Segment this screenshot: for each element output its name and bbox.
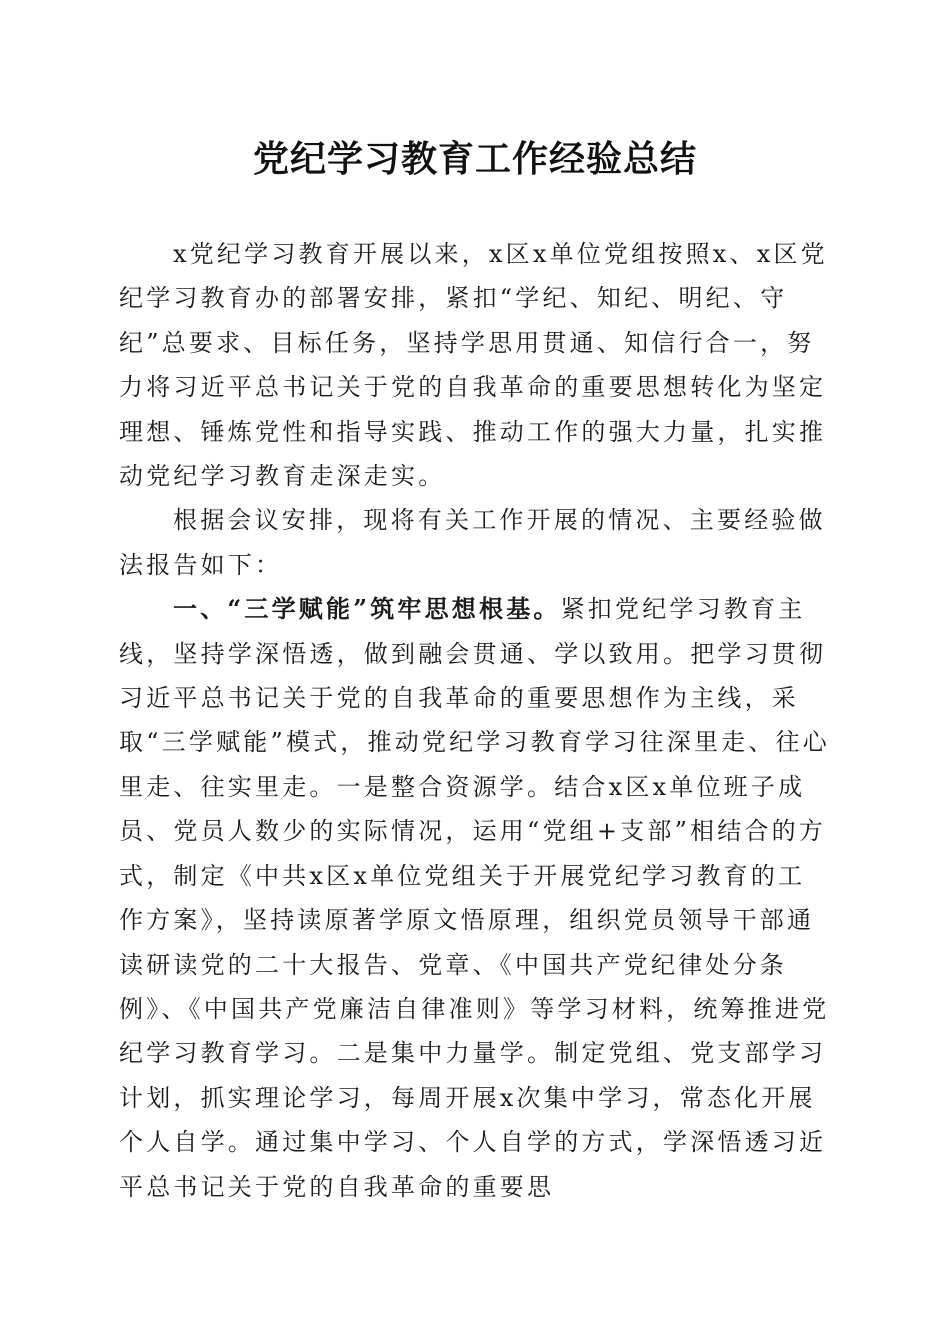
paragraph-report-text: 根据会议安排，现将有关工作开展的情况、主要经验做法报告如下： [119, 506, 826, 579]
document-title: 党纪学习教育工作经验总结 [252, 138, 697, 180]
paragraph-intro [119, 232, 831, 498]
section-one-heading: 一、“三学赋能”筑牢思想根基。 [173, 594, 561, 624]
paragraph-report [119, 498, 831, 587]
paragraph-intro-text: x党纪学习教育开展以来，x区x单位党组按照x、x区党纪学习教育办的部署安排，紧扣“学纪、知纪、明纪、守纪”总要求、目标任务，坚持学思用贯通、知信行合一，努力将习近平总书记关于党的自我革命的重要思想转化为坚定理想、锤炼党性和指导实践、推动工作的强大力量，扎实推动党纪学习教育走深走实。 [119, 240, 828, 491]
document-body [119, 232, 831, 1209]
paragraph-section-one [119, 587, 831, 1209]
section-one-text: 紧扣党纪学习教育主线，坚持学深悟透，做到融会贯通、学以致用。把学习贯彻习近平总书记关于党的自我革命的重要思想作为主线，采取“三学赋能”模式，推动党纪学习教育学习往深里走、往心里走、往实里走。一是整合资源学。结合x区x单位班子成员、党员人数少的实际情况，运用“党组+支部”相结合的方式，制定《中共x区x单位党组关于开展党纪学习教育的工作方案》，坚持读原著学原文悟原理，组织党员领导干部通读研读党的二十大报告、党章、《中国共产党纪律处分条例》、《中国共产党廉洁自律准则》等学习材料，统筹推进党纪学习教育学习。二是集中力量学。制定党组、党支部学习计划，抓实理论学习，每周开展x次集中学习，常态化开展个人自学。通过集中学习、个人自学的方式，学深悟透习近平总书记关于党的自我革命的重要思 [119, 595, 830, 1201]
